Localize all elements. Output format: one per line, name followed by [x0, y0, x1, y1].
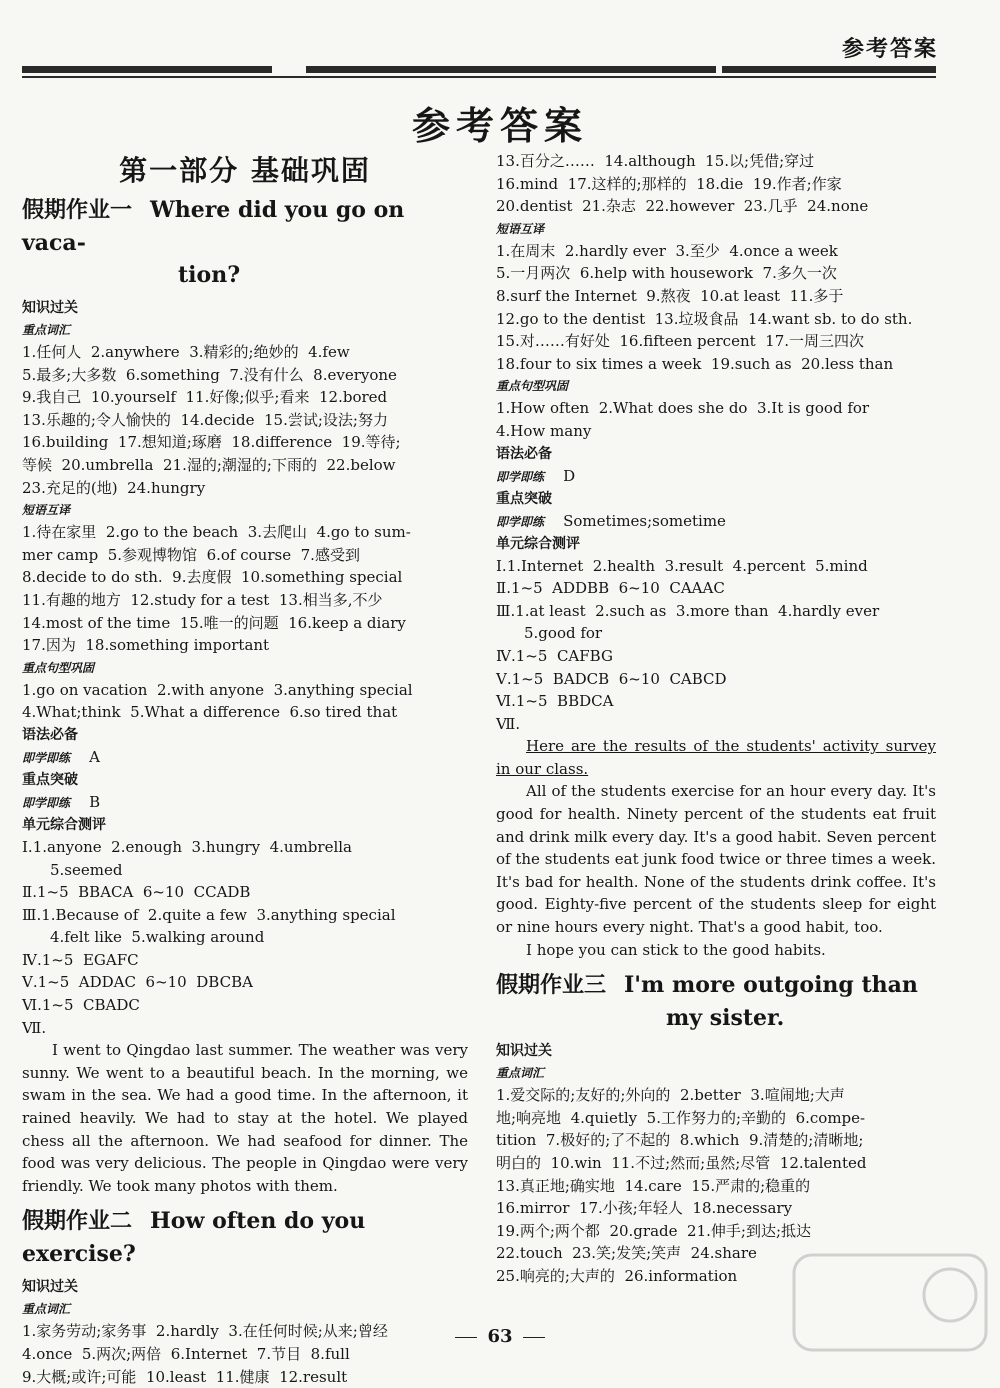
- answer-line: 地;响亮地 4.quietly 5.工作努力的;辛勤的 6.compe-: [496, 1108, 866, 1127]
- homework-2-title-text: How often do you exercise?: [22, 1208, 366, 1268]
- answer-line: mer camp 5.参观博物馆 6.of course 7.感受到: [22, 545, 360, 564]
- answer-line: 16.mirror 17.小孩;年轻人 18.necessary: [496, 1199, 793, 1218]
- practice-line: [22, 746, 468, 769]
- answer-line: 13.百分之…… 14.although 15.以;凭借;穿过: [496, 152, 815, 170]
- subsection-heading: 重点词汇: [22, 323, 71, 337]
- answer-line: 11.有趣的地方 12.study for a test 13.相当多,不少: [22, 590, 383, 609]
- homework-3-tag: 假期作业三: [496, 973, 607, 999]
- answer-line: Ⅱ.1~5 BBACA 6~10 CCADB: [22, 883, 251, 902]
- section-heading: 知识过关: [22, 300, 78, 316]
- essay: [496, 735, 936, 961]
- answer-line: 1.go on vacation 2.with anyone 3.anything special: [22, 680, 413, 699]
- section-heading: 语法必备: [22, 726, 78, 743]
- answer-line: 15.对……有好处 16.fifteen percent 17.一周三四次: [496, 332, 865, 351]
- essay-heading: Here are the results of the students' activity survey in our class.: [496, 737, 936, 778]
- practice-line: [22, 791, 468, 814]
- header-title: 参考答案: [841, 36, 938, 62]
- answer-line: 14.most of the time 15.唯一的问题 16.keep a diary: [22, 613, 406, 632]
- practice-answer: D: [563, 466, 576, 485]
- answer-line: Ⅳ.1~5 EGAFC: [22, 950, 139, 969]
- header-rule-middle: [306, 66, 716, 73]
- answer-line: Ⅴ.1~5 BADCB 6~10 CABCD: [496, 669, 727, 688]
- practice-line: [496, 510, 936, 533]
- answer-line: Ⅰ.1.Internet 2.health 3.result 4.percent 5.mind: [496, 556, 868, 575]
- section-heading: 知识过关: [22, 1279, 78, 1296]
- answer-line: 5.最多;大多数 6.something 7.没有什么 8.everyone: [22, 365, 397, 384]
- answer-line: 5.一月两次 6.help with housework 7.多久一次: [496, 264, 837, 283]
- answer-line: 20.dentist 21.杂志 22.however 23.几乎 24.none: [496, 197, 869, 216]
- subsection-heading: 重点词汇: [496, 1066, 545, 1081]
- practice-label: 即学即练: [22, 750, 71, 765]
- subsection-heading: 重点词汇: [22, 1302, 71, 1317]
- part-title: 第一部分 基础巩固: [119, 154, 371, 187]
- homework-3-title-line2: my sister.: [666, 1005, 785, 1032]
- answer-line: 4.felt like 5.walking around: [50, 928, 265, 947]
- answer-line: 9.大概;或许;可能 10.least 11.健康 12.result: [22, 1367, 348, 1386]
- answer-line: 13.真正地;确实地 14.care 15.严肃的;稳重的: [496, 1176, 811, 1195]
- answer-line: 17.因为 18.something important: [22, 636, 270, 655]
- section-heading: 语法必备: [496, 445, 552, 462]
- answer-line: 18.four to six times a week 19.such as 20.less than: [496, 354, 894, 373]
- homework-1-tag: 假期作业一: [22, 198, 133, 223]
- answer-line: 4.How many: [496, 421, 592, 440]
- answer-line: Ⅰ.1.anyone 2.enough 3.hungry 4.umbrella: [22, 837, 352, 856]
- header-rule-thin: [22, 76, 936, 78]
- answer-line: 22.touch 23.笑;发笑;笑声 24.share: [496, 1244, 757, 1263]
- homework-1-title-line1: Where did you go on vaca-: [22, 197, 405, 256]
- essay: [22, 1039, 468, 1197]
- answer-line: 25.响亮的;大声的 26.information: [496, 1266, 738, 1285]
- answer-line: 9.我自己 10.yourself 11.好像;似乎;看来 12.bored: [22, 388, 388, 407]
- answer-line: 4.What;think 5.What a difference 6.so tired that: [22, 703, 398, 722]
- answer-line: 1.家务劳动;家务事 2.hardly 3.在任何时候;从来;曾经: [22, 1322, 388, 1341]
- page-number: [0, 1326, 1000, 1347]
- answer-line: Ⅴ.1~5 ADDAC 6~10 DBCBA: [22, 973, 253, 992]
- answer-line: 1.在周末 2.hardly ever 3.至少 4.once a week: [496, 241, 838, 260]
- answer-line: 16.mind 17.这样的;那样的 18.die 19.作者;作家: [496, 174, 842, 193]
- essay-paragraph: I went to Qingdao last summer. The weather was very sunny. We went to a beautiful beach. In the morning, we swam in the sea. We had a good time. In the afternoon, it rained heavily. We had to stay at the hotel. We played chess all the afternoon. We had seafood for dinner. The food was very delicious. The people in Qingdao were very friendly. We took many photos with them.: [22, 1041, 468, 1195]
- header-rule-left: [22, 66, 272, 73]
- answer-line: 8.decide to do sth. 9.去度假 10.something special: [22, 568, 403, 587]
- answer-line: Ⅱ.1~5 ADDBB 6~10 CAAAC: [496, 579, 725, 598]
- homework-1-title-line2: tion?: [178, 262, 241, 288]
- answer-line: 23.充足的(地) 24.hungry: [22, 478, 206, 497]
- practice-line: [496, 465, 936, 488]
- answer-line: 明白的 10.win 11.不过;然而;虽然;尽管 12.talented: [496, 1154, 867, 1172]
- page-title: 参考答案: [411, 103, 588, 148]
- homework-1-title: [22, 194, 468, 291]
- homework-3-title-line1: I'm more outgoing than: [624, 972, 918, 999]
- practice-label: 即学即练: [22, 795, 71, 810]
- answer-line: Ⅲ.1.Because of 2.quite a few 3.anything special: [22, 905, 396, 924]
- answer-line: 16.building 17.想知道;琢磨 18.difference 19.等待;: [22, 433, 401, 452]
- page-number-dash: [455, 1337, 477, 1338]
- answer-line: 5.good for: [524, 624, 603, 643]
- answer-line: Ⅲ.1.at least 2.such as 3.more than 4.hardly ever: [496, 601, 880, 620]
- subsection-heading: 短语互译: [496, 221, 545, 236]
- answer-line: Ⅶ.: [496, 714, 521, 733]
- practice-answer: A: [89, 747, 100, 766]
- subsection-heading: 重点句型巩固: [22, 660, 95, 675]
- page-header: [0, 0, 1000, 80]
- answer-line: Ⅵ.1~5 BBDCA: [496, 692, 614, 711]
- essay-paragraph: I hope you can stick to the good habits.: [526, 940, 826, 959]
- homework-3-title: [496, 969, 936, 1034]
- answer-line: 1.待在家里 2.go to the beach 3.去爬山 4.go to sum-: [22, 523, 411, 542]
- answer-line: 19.两个;两个都 20.grade 21.伸手;到达;抵达: [496, 1221, 811, 1240]
- answer-line: Ⅶ.: [22, 1018, 47, 1037]
- answer-line: 5.seemed: [50, 860, 123, 879]
- subsection-heading: 短语互译: [22, 503, 71, 518]
- section-heading: 知识过关: [496, 1043, 552, 1060]
- answer-line: 1.爱交际的;友好的;外向的 2.better 3.喧闹地;大声: [496, 1086, 845, 1105]
- answer-line: 1.任何人 2.anywhere 3.精彩的;绝妙的 4.few: [22, 343, 350, 361]
- answer-line: Ⅵ.1~5 CBADC: [22, 996, 140, 1015]
- practice-answer: Sometimes;sometime: [563, 511, 726, 530]
- practice-label: 即学即练: [496, 469, 545, 484]
- practice-answer: B: [89, 792, 101, 811]
- right-column: [496, 150, 936, 1288]
- subsection-heading: 重点句型巩固: [496, 379, 569, 394]
- answer-line: Ⅳ.1~5 CAFBG: [496, 646, 613, 665]
- header-rule-right: [722, 66, 936, 73]
- answer-line: 4.once 5.两次;两倍 6.Internet 7.节目 8.full: [22, 1345, 350, 1363]
- answer-line: 1.How often 2.What does she do 3.It is good for: [496, 399, 870, 418]
- section-heading: 单元综合测评: [496, 535, 580, 552]
- homework-2-title: [22, 1205, 468, 1270]
- essay-paragraph: All of the students exercise for an hour every day. It's good for health. Ninety percent of the students eat fruit and drink milk every day. It's a good habit. Seven percent of the students eat junk food twice or three times a week. It's bad for health. None of the students drink coffee. It's good. Eighty-five percent of the students sleep for eight or nine hours every night. That's a good habit, too.: [496, 782, 936, 937]
- answer-line: 12.go to the dentist 13.垃圾食品 14.want sb. to do sth.: [496, 309, 913, 328]
- section-heading: 重点突破: [22, 771, 78, 788]
- answer-line: 13.乐趣的;令人愉快的 14.decide 15.尝试;设法;努力: [22, 410, 388, 429]
- section-heading: 重点突破: [496, 490, 552, 507]
- practice-label: 即学即练: [496, 514, 545, 529]
- answer-line: 等候 20.umbrella 21.湿的;潮湿的;下雨的 22.below: [22, 455, 396, 474]
- answer-line: tition 7.极好的;了不起的 8.which 9.清楚的;清晰地;: [496, 1131, 864, 1150]
- page-number-dash: [523, 1337, 545, 1338]
- page-number-value: 63: [487, 1326, 513, 1347]
- answer-line: 8.surf the Internet 9.熬夜 10.at least 11.多于: [496, 286, 844, 305]
- homework-2-tag: 假期作业二: [22, 1209, 133, 1235]
- left-column: [22, 150, 468, 1388]
- section-heading: 单元综合测评: [22, 816, 106, 833]
